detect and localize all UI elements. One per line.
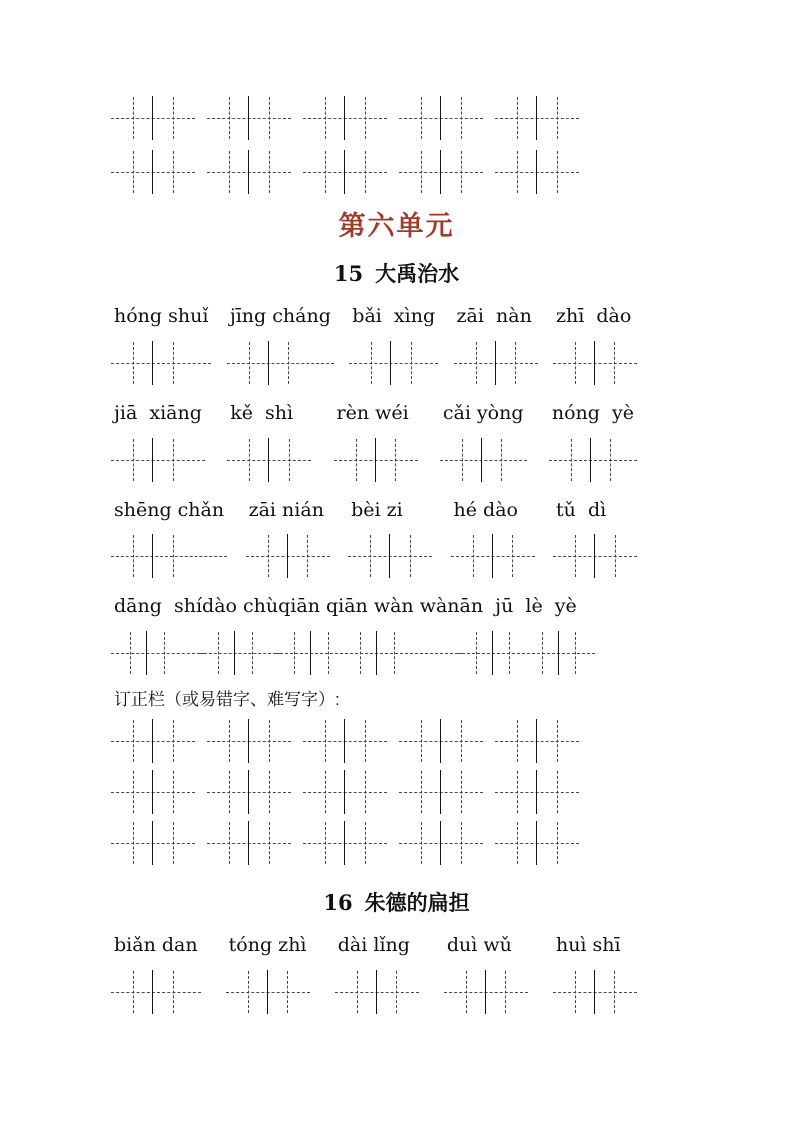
grid-cell [114, 150, 153, 194]
grid-cell [114, 438, 153, 482]
grid-cell [537, 821, 576, 865]
grid-cell [595, 341, 634, 385]
writing-grid [229, 970, 307, 1014]
grid-cell [153, 341, 192, 385]
writing-grid [114, 631, 202, 675]
word-column [278, 595, 459, 675]
writing-grid [447, 970, 525, 1014]
pinyin-label: rèn wéi [336, 401, 409, 424]
grid-cell [482, 438, 521, 482]
grid-cell [447, 970, 486, 1014]
word-column [460, 595, 592, 675]
writing-grid [457, 341, 535, 385]
grid-cell [345, 770, 384, 814]
grid-cell [230, 341, 269, 385]
grid-cell [377, 970, 416, 1014]
pinyin-label: qiān qiān wàn wàn [278, 595, 460, 618]
writing-grid [114, 719, 192, 763]
pinyin-label: tóng zhì [228, 934, 307, 957]
grid-cell [311, 631, 344, 675]
grid-cell [306, 96, 345, 140]
writing-grid [402, 150, 480, 194]
grid-cell [345, 821, 384, 865]
grid-cell [114, 341, 153, 385]
grid-cell [402, 821, 441, 865]
grid-cell [402, 719, 441, 763]
lesson-16-name: 朱德的扁担 [364, 892, 470, 916]
grid-cell [556, 341, 595, 385]
pinyin-label: dào chù [202, 595, 279, 618]
word-row-1 [114, 305, 634, 385]
grid-cell [390, 534, 429, 578]
grid-cell [591, 438, 630, 482]
writing-grid [498, 821, 576, 865]
writing-grid [498, 96, 576, 140]
grid-row [114, 719, 576, 763]
grid-cell [441, 770, 480, 814]
grid-cell [337, 438, 376, 482]
pinyin-label: dāng shí [114, 595, 203, 618]
grid-cell [249, 770, 288, 814]
word-column [556, 305, 634, 385]
writing-grid [210, 150, 288, 194]
correction-label: 订正栏（或易错字、难写字）: [114, 690, 340, 710]
grid-row [114, 821, 576, 865]
grid-cell [114, 534, 153, 578]
word-column [249, 499, 327, 579]
writing-grid [556, 970, 634, 1014]
grid-cell [114, 631, 147, 675]
word-column [230, 402, 308, 482]
word-column [454, 499, 532, 579]
grid-cell [493, 631, 526, 675]
grid-cell [269, 438, 308, 482]
writing-grid [402, 770, 480, 814]
word-column [114, 402, 202, 482]
word-column [351, 499, 429, 579]
writing-grid [338, 970, 416, 1014]
writing-grid [454, 534, 532, 578]
writing-grid [210, 719, 288, 763]
grid-cell [278, 631, 311, 675]
grid-cell [249, 821, 288, 865]
word-column [552, 402, 634, 482]
grid-cell [114, 770, 153, 814]
grid-cell [537, 150, 576, 194]
grid-cell [443, 438, 482, 482]
grid-cell [114, 719, 153, 763]
grid-cell [345, 96, 384, 140]
grid-cell [441, 719, 480, 763]
writing-grid [443, 438, 524, 482]
writing-grid [402, 719, 480, 763]
grid-cell [493, 534, 532, 578]
writing-grid [337, 438, 415, 482]
word-column [229, 934, 307, 1014]
lesson-16-number: 16 [323, 890, 353, 916]
word-column [114, 934, 198, 1014]
word-column [556, 934, 634, 1014]
grid-cell [153, 438, 192, 482]
pinyin-label: hóng shuǐ [114, 305, 209, 327]
pinyin-label: dài lǐng [337, 934, 410, 957]
writing-grid [552, 438, 634, 482]
grid-cell [537, 96, 576, 140]
writing-grid [114, 821, 192, 865]
writing-grid [498, 150, 576, 194]
pinyin-label: huì shī [555, 934, 621, 957]
grid-cell [235, 631, 268, 675]
writing-grid [460, 631, 592, 675]
correction-grids [114, 719, 576, 865]
writing-grid [114, 341, 208, 385]
grid-cell [376, 438, 415, 482]
grid-cell [210, 96, 249, 140]
word-column [202, 595, 278, 675]
grid-cell [402, 96, 441, 140]
grid-cell [230, 438, 269, 482]
grid-cell [460, 631, 493, 675]
pinyin-label: zāi nàn [456, 305, 532, 327]
grid-cell [153, 534, 192, 578]
word-column [447, 934, 525, 1014]
grid-cell [559, 631, 592, 675]
writing-grid [402, 96, 480, 140]
grid-cell [377, 631, 410, 675]
grid-cell [391, 341, 430, 385]
grid-cell [595, 534, 634, 578]
grid-cell [306, 821, 345, 865]
writing-grid [114, 770, 192, 814]
grid-cell [249, 534, 288, 578]
grid-cell [153, 821, 192, 865]
grid-cell [498, 719, 537, 763]
pinyin-label: nóng yè [551, 401, 634, 424]
grid-cell [526, 631, 559, 675]
writing-grid [306, 719, 384, 763]
grid-cell [114, 970, 153, 1014]
word-column [338, 934, 416, 1014]
grid-cell [153, 970, 192, 1014]
grid-cell [269, 341, 308, 385]
pinyin-label: jiā xiāng [114, 401, 202, 424]
grid-cell [229, 970, 268, 1014]
grid-cell [556, 534, 595, 578]
word-column [114, 499, 224, 579]
grid-cell [306, 719, 345, 763]
pinyin-label: jīng cháng [229, 305, 331, 327]
grid-cell [268, 970, 307, 1014]
word-row-2 [114, 402, 634, 482]
pinyin-label: cǎi yòng [442, 401, 524, 424]
word-column [457, 305, 535, 385]
writing-grid [114, 150, 192, 194]
grid-cell [249, 150, 288, 194]
grid-row [114, 150, 576, 194]
word-row-4 [114, 595, 584, 675]
writing-grid [306, 821, 384, 865]
grid-cell [498, 96, 537, 140]
pinyin-label: tǔ dì [556, 498, 607, 521]
grid-cell [457, 341, 496, 385]
word-row-3 [114, 499, 634, 579]
grid-cell [441, 821, 480, 865]
pinyin-label: bèi zi [351, 498, 403, 521]
grid-cell [595, 970, 634, 1014]
grid-cell [210, 770, 249, 814]
grid-cell [498, 150, 537, 194]
grid-cell [441, 96, 480, 140]
grid-cell [441, 150, 480, 194]
grid-cell [351, 534, 390, 578]
word-column [230, 305, 331, 385]
grid-cell [153, 150, 192, 194]
writing-grid [306, 96, 384, 140]
grid-cell [537, 719, 576, 763]
grid-cell [210, 821, 249, 865]
writing-grid [210, 770, 288, 814]
writing-grid [351, 534, 429, 578]
writing-grid [114, 970, 198, 1014]
writing-grid [202, 631, 278, 675]
grid-cell [249, 719, 288, 763]
writing-grid [306, 770, 384, 814]
unit-title: 第六单元 [338, 211, 455, 241]
grid-cell [344, 631, 377, 675]
writing-grid [114, 438, 202, 482]
grid-cell [288, 534, 327, 578]
pinyin-label: bǎi xìng [352, 305, 436, 327]
writing-grid [556, 534, 634, 578]
grid-cell [202, 631, 235, 675]
top-practice-grids [114, 96, 576, 194]
word-column [556, 499, 634, 579]
grid-cell [352, 341, 391, 385]
writing-grid [556, 341, 634, 385]
writing-grid [498, 770, 576, 814]
grid-cell [486, 970, 525, 1014]
grid-cell [306, 770, 345, 814]
grid-cell [249, 96, 288, 140]
pinyin-label: shēng chǎn [114, 498, 225, 521]
grid-cell [402, 150, 441, 194]
grid-cell [306, 150, 345, 194]
grid-cell [210, 150, 249, 194]
lesson-15-title [0, 258, 793, 288]
lesson-15-number: 15 [333, 261, 364, 286]
word-row-5 [114, 934, 634, 1014]
grid-cell [345, 150, 384, 194]
writing-grid [114, 534, 224, 578]
pinyin-label: biǎn dan [114, 934, 198, 957]
writing-grid [114, 96, 192, 140]
lesson-15-name: 大禹治水 [375, 263, 460, 286]
word-column [114, 595, 202, 675]
writing-grid [306, 150, 384, 194]
grid-cell [147, 631, 180, 675]
writing-grid [210, 96, 288, 140]
word-column [337, 402, 415, 482]
writing-grid [402, 821, 480, 865]
word-column [114, 305, 208, 385]
word-column [443, 402, 524, 482]
pinyin-label: zāi nián [248, 498, 324, 521]
grid-cell [114, 96, 153, 140]
grid-cell [210, 719, 249, 763]
grid-cell [153, 770, 192, 814]
pinyin-label: duì wǔ [446, 934, 512, 957]
grid-cell [345, 719, 384, 763]
grid-row [114, 770, 576, 814]
writing-grid [210, 821, 288, 865]
grid-cell [153, 96, 192, 140]
writing-grid [278, 631, 459, 675]
writing-grid [230, 341, 331, 385]
writing-grid [230, 438, 308, 482]
pinyin-label: zhī dào [555, 305, 632, 327]
grid-cell [498, 821, 537, 865]
grid-row [114, 96, 576, 140]
word-column [352, 305, 435, 385]
writing-grid [498, 719, 576, 763]
lesson-16-title [0, 887, 793, 917]
grid-cell [114, 821, 153, 865]
pinyin-label: hé dào [453, 498, 518, 521]
grid-cell [552, 438, 591, 482]
grid-cell [537, 770, 576, 814]
grid-cell [338, 970, 377, 1014]
pinyin-label: kě shì [230, 401, 294, 424]
pinyin-label: ān jū lè yè [459, 595, 577, 618]
grid-cell [402, 770, 441, 814]
grid-cell [496, 341, 535, 385]
grid-cell [454, 534, 493, 578]
grid-cell [153, 719, 192, 763]
grid-cell [556, 970, 595, 1014]
writing-grid [249, 534, 327, 578]
grid-cell [498, 770, 537, 814]
writing-grid [352, 341, 435, 385]
